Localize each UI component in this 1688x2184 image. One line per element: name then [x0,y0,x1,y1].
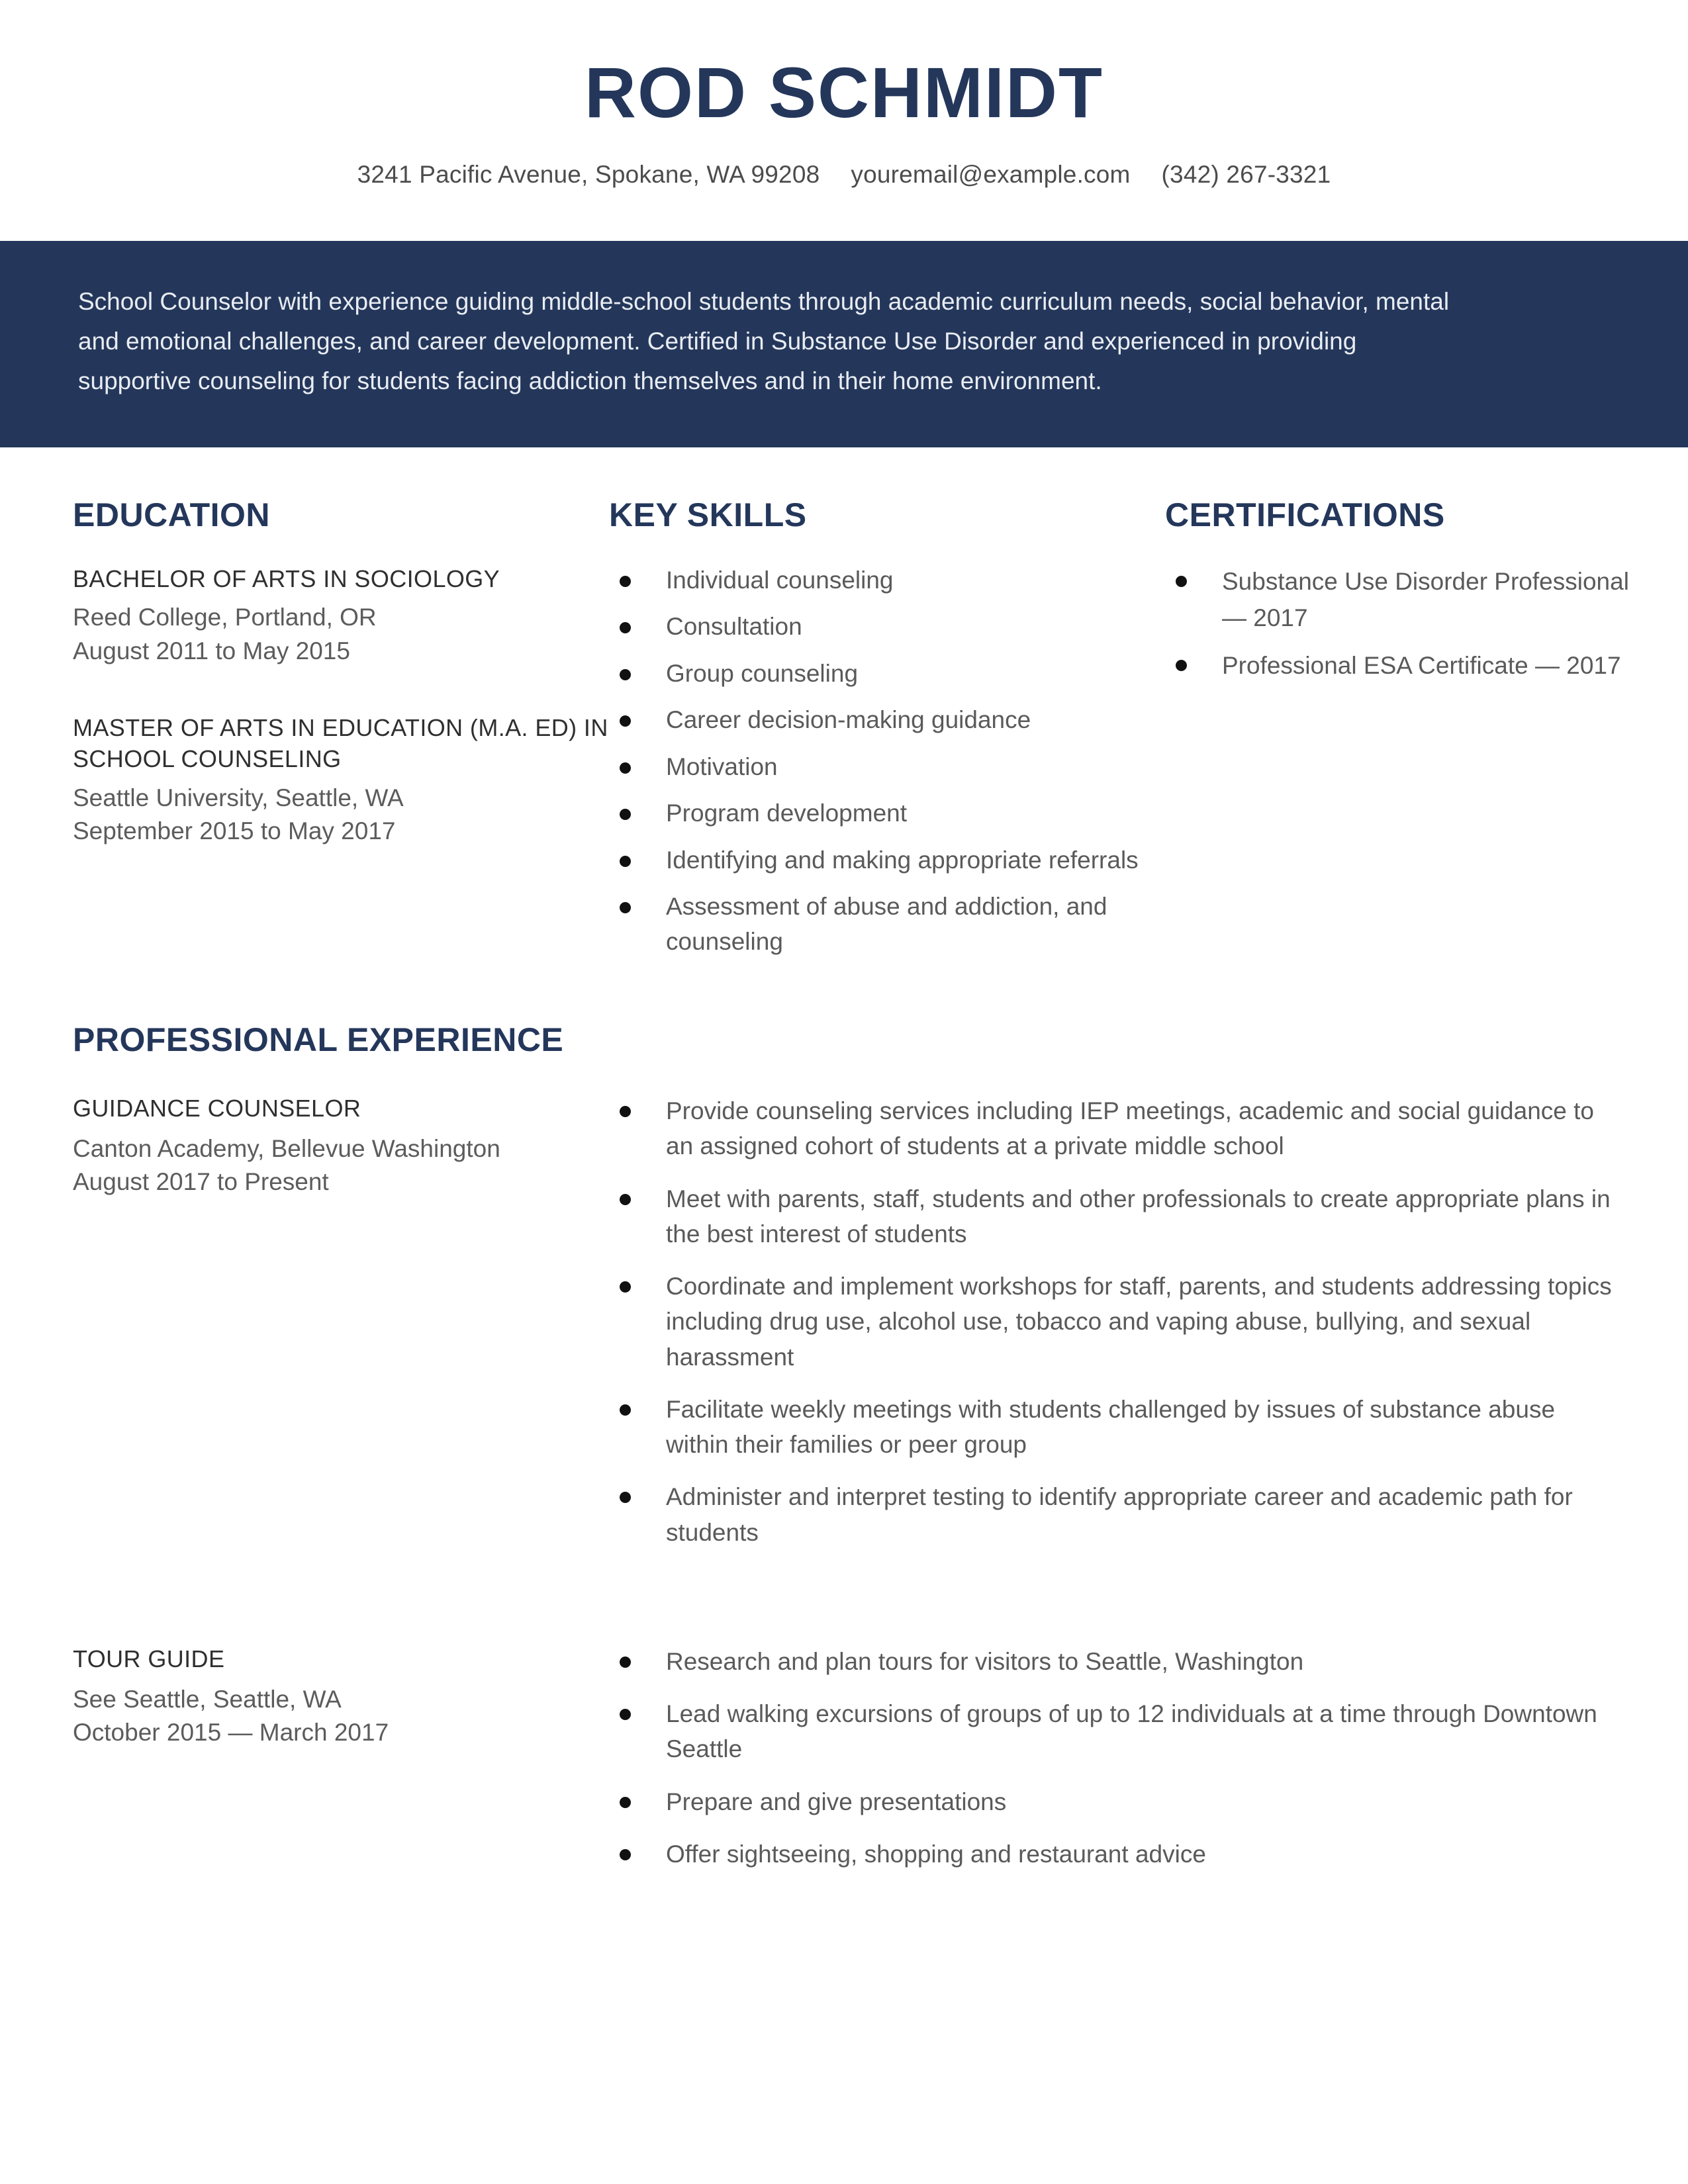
contact-phone[interactable]: (342) 267-3321 [1161,161,1331,188]
education-school: Reed College, Portland, OR [73,604,377,631]
experience-entry-meta [73,1644,609,1750]
bullet-dot-icon [620,576,631,587]
list-item [609,1696,1615,1767]
list-item-label: Offer sightseeing, shopping and restaurant advice [666,1840,1206,1868]
list-item [609,1269,1615,1375]
list-item-label: Consultation [666,613,802,641]
bullet-dot-icon [620,902,631,913]
list-item [609,796,1165,831]
job-bullet-list [609,1644,1615,1872]
bullet-dot-icon [620,1281,631,1293]
list-item-label: Coordinate and implement workshops for staff, parents, and students addressing topics including drug use, alcohol use, tobacco and vaping abuse, bullying, and sexual harassment [666,1273,1612,1371]
bullet-dot-icon [620,622,631,633]
education-school: Seattle University, Seattle, WA [73,784,404,811]
list-item [609,750,1165,785]
education-degree: BACHELOR OF ARTS IN SOCIOLOGY [73,565,500,592]
list-item [609,1837,1615,1872]
contact-email[interactable]: youremail@example.com [851,161,1131,188]
list-item [609,843,1165,878]
professional-experience-section [0,959,1688,1889]
list-item [609,657,1165,692]
summary-banner [0,241,1688,447]
bullet-dot-icon [620,1194,631,1205]
summary-text: School Counselor with experience guiding middle-school students through academic curriculum needs, social behavior, mental and emotional challenges, and career development. Certified in Substance Use Disorder and experienced in providing supportive counseling for students facing addiction themselves and in their home environment. [78,288,1450,395]
list-item [609,703,1165,738]
job-dates: August 2017 to Present [73,1168,329,1196]
certifications-column [1165,498,1655,694]
bullet-dot-icon [620,1797,631,1808]
list-item-label: Career decision-making guidance [666,706,1031,734]
certifications-list [1165,563,1655,684]
bullet-dot-icon [620,715,631,727]
list-item [609,563,1165,598]
experience-entry-bullets [609,1644,1615,1889]
list-item-label: Meet with parents, staff, students and other professionals to create appropriate plans in the best interest of students [666,1185,1611,1248]
list-item-label: Group counseling [666,659,859,687]
list-item-label: Provide counseling services including IEP meetings, academic and social guidance to an assigned cohort of students at a private middle school [666,1097,1595,1160]
education-entry [73,563,609,668]
list-item-label: Professional ESA Certificate — 2017 [1222,651,1621,679]
education-column [73,498,609,848]
contact-line [0,160,1688,189]
list-item-label: Identifying and making appropriate referrals [666,846,1139,874]
experience-entry [73,1093,1615,1567]
list-item-label: Program development [666,799,908,827]
list-item [609,1392,1615,1463]
key-skills-heading: KEY SKILLS [609,496,807,534]
key-skills-list [609,563,1165,960]
job-dates: October 2015 — March 2017 [73,1719,389,1747]
list-item-label: Individual counseling [666,566,894,594]
bullet-dot-icon [620,1657,631,1668]
list-item [1165,563,1655,637]
bullet-dot-icon [620,762,631,774]
certifications-heading: CERTIFICATIONS [1165,496,1445,534]
list-item-label: Motivation [666,752,778,780]
list-item [1165,647,1655,684]
list-item [609,1181,1615,1252]
list-item-label: Lead walking excursions of groups of up to 12 individuals at a time through Downtown Seattle [666,1700,1597,1763]
job-employer: Canton Academy, Bellevue Washington [73,1134,500,1162]
list-item-label: Substance Use Disorder Professional — 2017 [1222,567,1629,632]
list-item-label: Administer and interpret testing to identify appropriate career and academic path for students [666,1483,1573,1546]
education-dates: August 2011 to May 2015 [73,637,350,664]
bullet-dot-icon [620,1849,631,1860]
list-item [609,889,1165,959]
bullet-dot-icon [620,1404,631,1416]
list-item-label: Facilitate weekly meetings with students challenged by issues of substance abuse within their families or peer group [666,1395,1556,1459]
experience-entry-meta [73,1093,609,1199]
bullet-dot-icon [620,1492,631,1503]
bullet-dot-icon [1176,660,1187,671]
bullet-dot-icon [620,669,631,680]
list-item [609,610,1165,645]
bullet-dot-icon [620,1106,631,1117]
experience-entry [73,1644,1615,1889]
bullet-dot-icon [620,809,631,820]
list-item [609,1784,1615,1819]
key-skills-column [609,498,1165,959]
list-item-label: Research and plan tours for visitors to Seattle, Washington [666,1647,1304,1675]
list-item-label: Prepare and give presentations [666,1788,1007,1815]
experience-entry-bullets [609,1093,1615,1567]
bullet-dot-icon [1176,576,1187,587]
job-title: GUIDANCE COUNSELOR [73,1094,361,1122]
professional-experience-heading: PROFESSIONAL EXPERIENCE [73,1021,564,1059]
list-item-label: Assessment of abuse and addiction, and counseling [666,893,1107,955]
list-item [609,1644,1615,1679]
list-item [609,1093,1615,1164]
bullet-dot-icon [620,1709,631,1720]
list-item [609,1479,1615,1550]
education-dates: September 2015 to May 2017 [73,817,396,845]
job-bullet-list [609,1093,1615,1550]
page-title: ROD SCHMIDT [585,52,1103,132]
education-heading: EDUCATION [73,496,271,534]
job-title: TOUR GUIDE [73,1645,225,1672]
bullet-dot-icon [620,856,631,867]
three-column-section [0,447,1688,959]
job-employer: See Seattle, Seattle, WA [73,1685,342,1713]
education-entry [73,712,609,848]
contact-address: 3241 Pacific Avenue, Spokane, WA 99208 [357,161,820,188]
education-degree: MASTER OF ARTS IN EDUCATION (M.A. ED) IN SCHOOL COUNSELING [73,713,608,773]
resume-header [0,0,1688,189]
